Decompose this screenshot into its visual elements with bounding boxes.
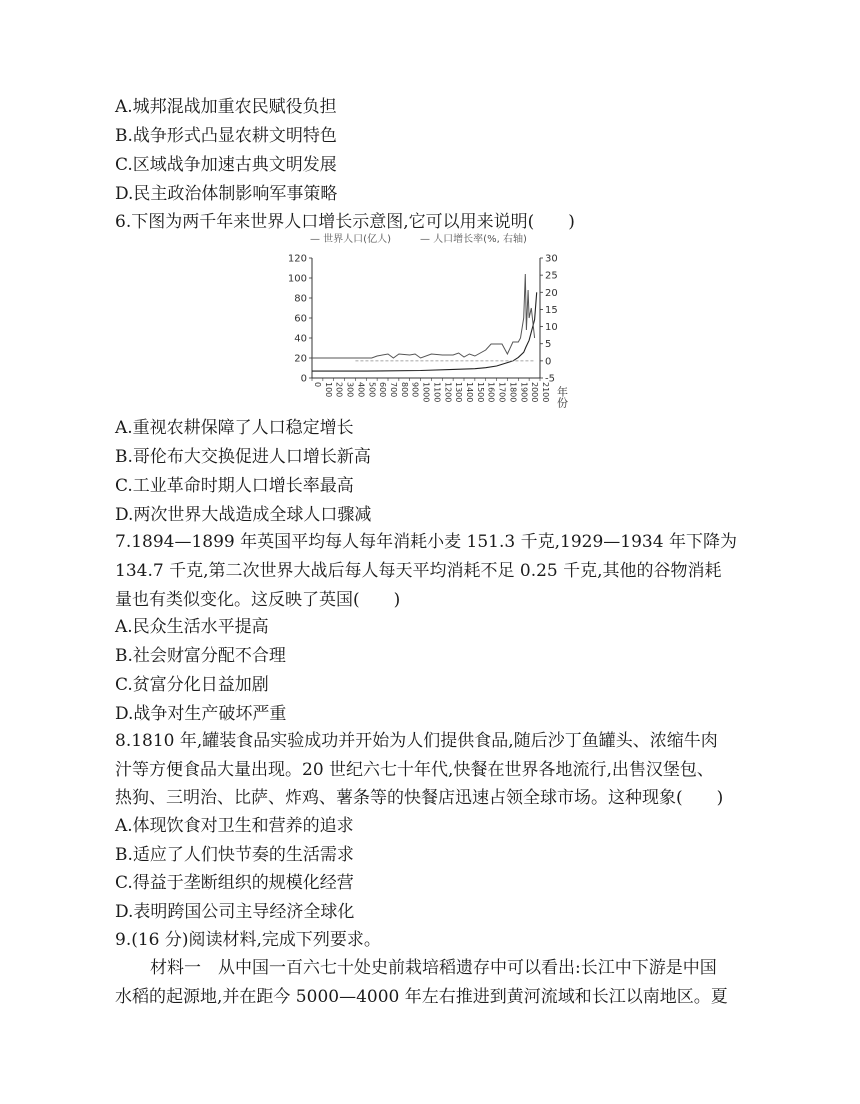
chart-x-tick-label: 1600 bbox=[486, 382, 496, 403]
chart-y-right-tick-label: 10 bbox=[545, 322, 558, 334]
q8-stem-line-1: 8.1810 年,罐装食品实验成功并开始为人们提供食品,随后沙丁鱼罐头、浓缩牛肉 bbox=[115, 731, 718, 751]
chart-x-tick-label: 2100 bbox=[541, 382, 550, 403]
chart-x-tick-label: 1500 bbox=[475, 382, 485, 403]
q6-option-c: C.工业革命时期人口增长率最高 bbox=[115, 476, 354, 496]
chart-x-tick-label: 900 bbox=[410, 382, 420, 398]
chart-x-tick-label: 600 bbox=[378, 382, 388, 398]
chart-y-right-tick-label: 25 bbox=[545, 270, 558, 282]
chart-legend-population: — 世界人口(亿人) bbox=[310, 234, 391, 245]
chart-y-right-tick-label: 30 bbox=[545, 253, 558, 265]
chart-x-tick-label: 200 bbox=[334, 382, 344, 398]
q9-material-line-2: 水稻的起源地,并在距今 5000—4000 年左右推进到黄河流域和长江以南地区。夏 bbox=[115, 987, 728, 1007]
chart-x-tick-label: 1700 bbox=[497, 382, 507, 403]
chart-y-left-tick-label: 60 bbox=[294, 313, 307, 325]
chart-x-tick-label: 1900 bbox=[519, 382, 529, 403]
chart-y-left-tick-label: 100 bbox=[287, 273, 307, 285]
chart-x-tick-label: 1000 bbox=[421, 382, 431, 403]
chart-y-left-tick-label: 80 bbox=[294, 293, 307, 305]
chart-x-tick-label: 500 bbox=[367, 382, 377, 398]
q9-material-line-1: 材料一 从中国一百六七十处史前栽培稻遗存中可以看出:长江中下游是中国 bbox=[150, 958, 717, 978]
q7-option-d: D.战争对生产破坏严重 bbox=[115, 704, 287, 724]
chart-series-population bbox=[312, 292, 537, 371]
q7-option-a: A.民众生活水平提高 bbox=[115, 617, 269, 637]
chart-legend-growth: — 人口增长率(%, 右轴) bbox=[420, 234, 527, 245]
q8-stem-line-2: 汁等方便食品大量出现。20 世纪六七十年代,快餐在世界各地流行,出售汉堡包、 bbox=[115, 760, 714, 780]
q5-option-a: A.城邦混战加重农民赋役负担 bbox=[115, 97, 337, 117]
chart-y-right-tick-label: 15 bbox=[545, 304, 558, 316]
q7-stem-line-1: 7.1894—1899 年英国平均每人每年消耗小麦 151.3 千克,1929—1934 年下降为 bbox=[115, 532, 737, 552]
chart-y-left-tick-label: 120 bbox=[287, 253, 307, 265]
chart-x-tick-label: 700 bbox=[389, 382, 398, 398]
chart-y-right-tick-label: 20 bbox=[545, 287, 558, 299]
chart-series-growth bbox=[312, 274, 535, 358]
q7-option-b: B.社会财富分配不合理 bbox=[115, 646, 286, 666]
chart-x-tick-label: 1200 bbox=[443, 382, 453, 403]
chart-x-tick-label: 800 bbox=[399, 382, 409, 398]
q7-stem-line-3: 量也有类似变化。这反映了英国( ) bbox=[115, 590, 401, 610]
q8-option-a: A.体现饮食对卫生和营养的追求 bbox=[115, 816, 354, 836]
q8-stem-line-3: 热狗、三明治、比萨、炸鸡、薯条等的快餐店迅速占领全球市场。这种现象( ) bbox=[115, 788, 724, 808]
q5-option-d: D.民主政治体制影响军事策略 bbox=[115, 184, 338, 204]
chart-y-left-tick-label: 40 bbox=[294, 333, 307, 345]
q8-option-d: D.表明跨国公司主导经济全球化 bbox=[115, 902, 355, 922]
q6-option-d: D.两次世界大战造成全球人口骤减 bbox=[115, 505, 372, 525]
q5-option-c: C.区域战争加速古典文明发展 bbox=[115, 155, 337, 175]
q9-stem: 9.(16 分)阅读材料,完成下列要求。 bbox=[115, 930, 381, 950]
population-chart bbox=[270, 230, 590, 410]
chart-y-right-tick-label: 5 bbox=[545, 339, 552, 351]
q6-option-a: A.重视农耕保障了人口稳定增长 bbox=[115, 418, 354, 438]
chart-y-right-tick-label: 0 bbox=[545, 356, 552, 368]
q6-stem: 6.下图为两千年来世界人口增长示意图,它可以用来说明( ) bbox=[115, 212, 575, 232]
chart-x-tick-label: 1300 bbox=[454, 382, 464, 403]
chart-y-left-tick-label: 0 bbox=[300, 373, 307, 385]
chart-x-tick-label: 400 bbox=[356, 382, 366, 398]
chart-x-unit: 年份 bbox=[555, 386, 569, 408]
q8-option-c: C.得益于垄断组织的规模化经营 bbox=[115, 873, 354, 893]
chart-x-tick-label: 2000 bbox=[530, 382, 540, 403]
chart-x-tick-label: 1100 bbox=[432, 382, 442, 403]
q6-option-b: B.哥伦布大交换促进人口增长新高 bbox=[115, 447, 371, 467]
chart-x-tick-label: 300 bbox=[345, 382, 355, 398]
q8-option-b: B.适应了人们快节奏的生活需求 bbox=[115, 845, 354, 865]
chart-x-tick-label: 0 bbox=[313, 382, 322, 388]
q5-option-b: B.战争形式凸显农耕文明特色 bbox=[115, 126, 337, 146]
chart-y-left-tick-label: 20 bbox=[294, 353, 307, 365]
chart-x-tick-label: 1400 bbox=[465, 382, 474, 403]
chart-y-right-tick-label: -5 bbox=[545, 373, 555, 385]
chart-x-tick-label: 100 bbox=[323, 382, 333, 398]
chart-x-tick-label: 1800 bbox=[508, 382, 518, 403]
q7-stem-line-2: 134.7 千克,第二次世界大战后每人每天平均消耗不足 0.25 千克,其他的谷物消耗 bbox=[115, 561, 722, 581]
q7-option-c: C.贫富分化日益加剧 bbox=[115, 675, 269, 695]
